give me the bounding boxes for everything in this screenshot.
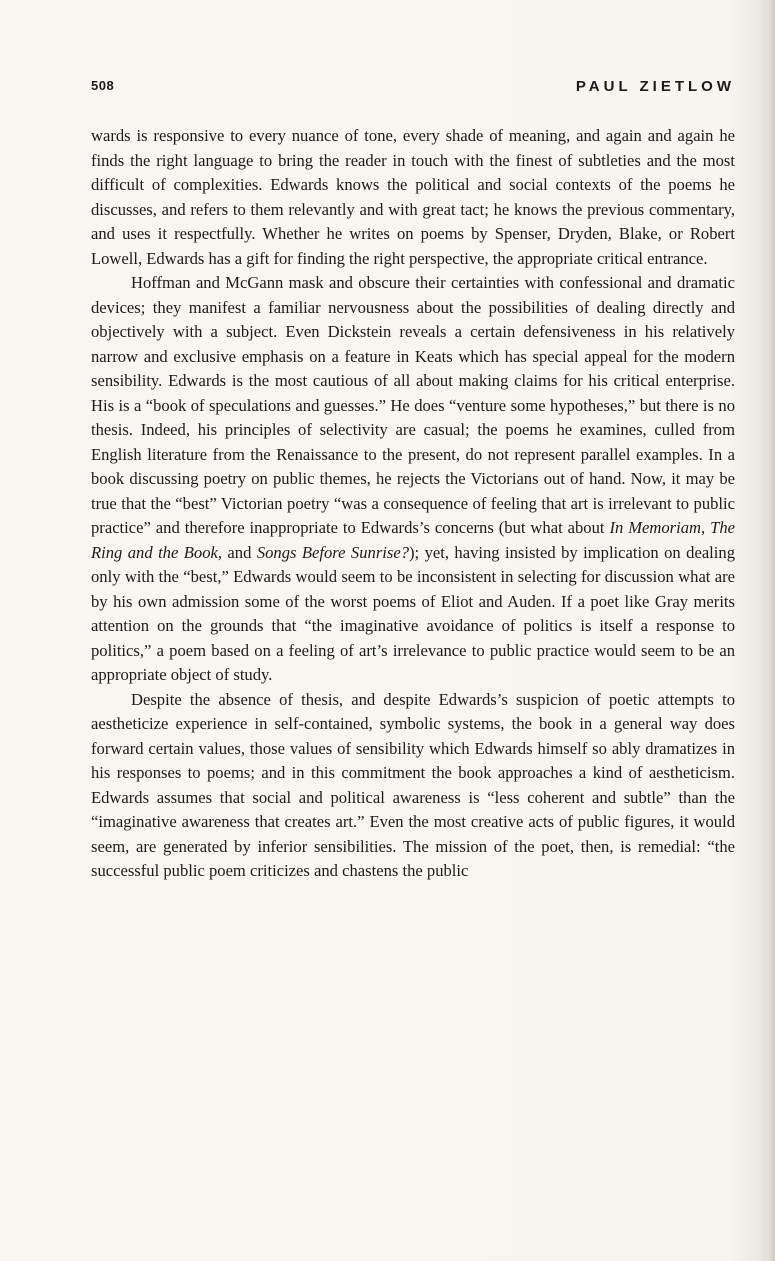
body-text [91,124,735,884]
running-head [91,78,735,100]
italic-title-in-memoriam: In Memoriam, The Ring and the Book, [91,518,735,562]
running-head-author: PAUL ZIETLOW [575,78,735,95]
paragraph-2-text-c: ); yet, having insisted by implication on dealing only with the “best,” Edwards would seem to be inconsistent in selecting for discussion what are by his own admission some of the worst poems of Eliot and Auden. If a poet like Gray merits attention on the grounds that “the imaginative avoidance of politics is itself a response to politics,” a poem based on a feeling of art’s irrelevance to public practice would seem to be an appropriate object of study. [91,542,735,684]
paragraph-2-text-a: Hoffman and McGann mask and obscure their certainties with confessional and dramatic devices; they manifest a familiar nervousness about the possibilities of dealing directly and objectively with a subject. Even Dickstein reveals a certain defensiveness in his relatively narrow and exclusive emphasis on a feature in Keats which has special appeal for the modern sensibility. Edwards is the most cautious of all about making claims for his critical enterprise. His is a “book of speculations and guesses.” He does “venture some hypotheses,” but there is no thesis. Indeed, his principles of selectivity are casual; the poems he examines, culled from English literature from the Renaissance to the present, do not represent parallel examples. In a book discussing poetry on public themes, he rejects the Victorians out of hand. Now, it may be true that the “best” Victorian poetry “was a consequence of feeling that art is irrelevant to public practice” and therefore inappropriate to Edwards’s concerns (but what about [91,273,735,537]
italic-title-songs-before-sunrise: Songs Before Sunrise? [256,542,410,562]
paragraph-2 [91,271,735,688]
paragraph-2-text-b: and [222,542,257,562]
page-number: 508 [91,78,115,93]
paragraph-1: wards is responsive to every nuance of tone, every shade of meaning, and again and again he finds the right language to bring the reader in touch with the finest of subtleties and the most difficult of complexities. Edwards knows the political and social contexts of the poems he discusses, and refers to them relevantly and with great tact; he knows the previous commentary, and uses it respectfully. Whether he writes on poems by Spenser, Dryden, Blake, or Robert Lowell, Edwards has a gift for finding the right perspective, the appropriate critical entrance. [91,126,735,268]
page-edge-shadow [767,0,775,1261]
paragraph-3: Despite the absence of thesis, and despite Edwards’s suspicion of poetic attempts to aestheticize experience in self-contained, symbolic systems, the book in a general way does forward certain values, those values of sensibility which Edwards himself so ably dramatizes in his responses to poems; and in this commitment the book approaches a kind of aestheticism. Edwards assumes that social and political awareness is “less coherent and subtle” than the “imaginative awareness that creates art.” Even the most creative acts of public figures, it would seem, are generated by inferior sensibilities. The mission of the poet, then, is remedial: “the successful public poem criticizes and chastens the public [91,689,735,880]
